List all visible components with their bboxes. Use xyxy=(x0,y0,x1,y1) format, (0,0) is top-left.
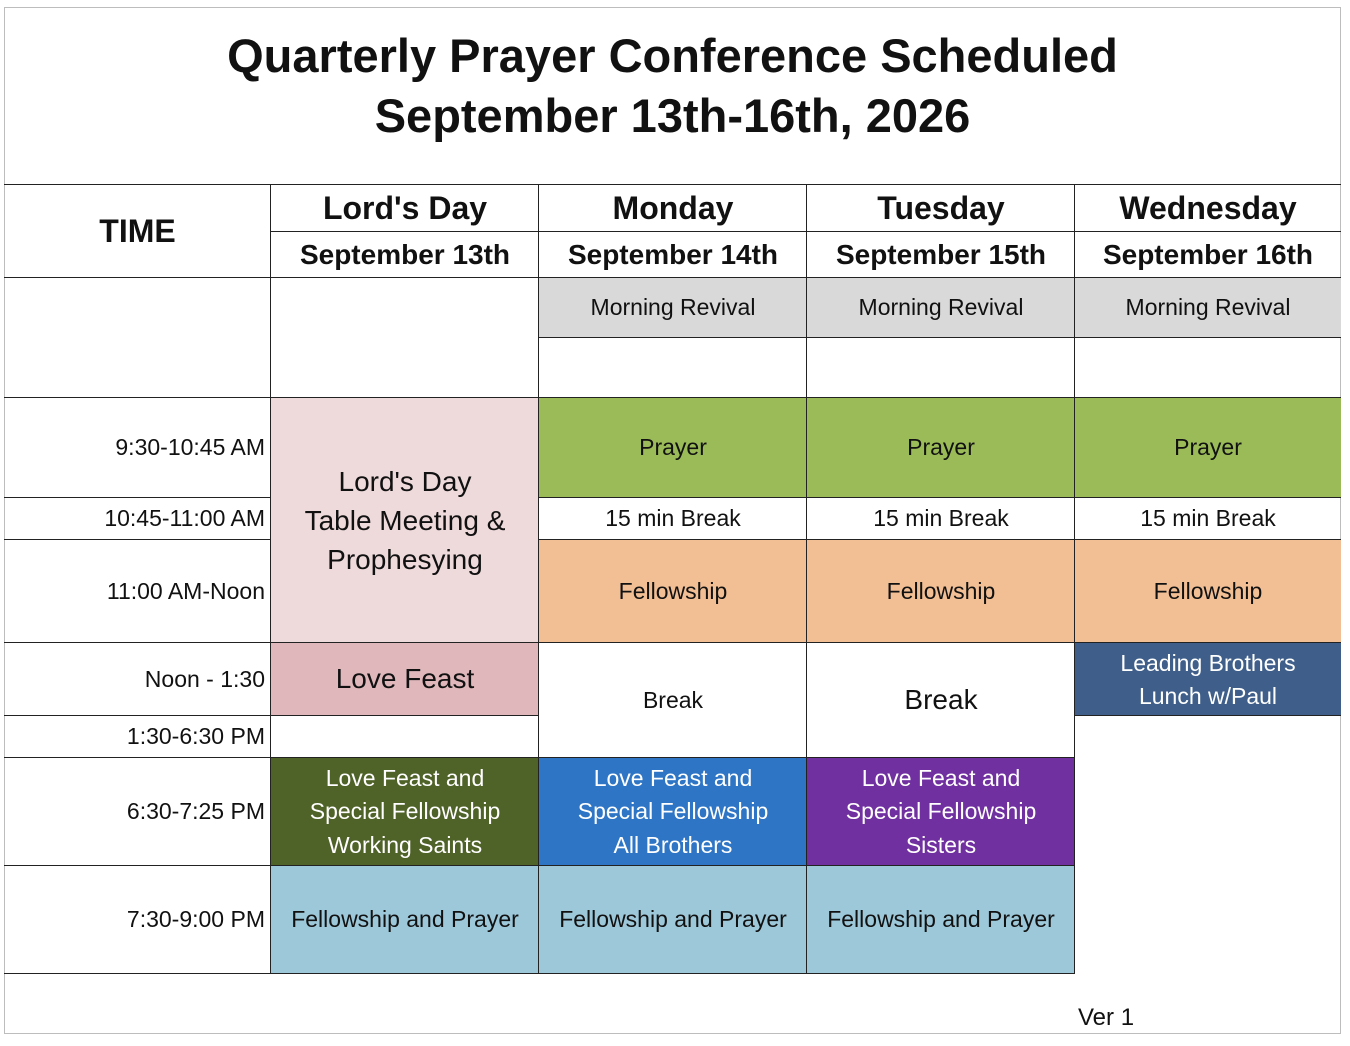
break-monday: Break xyxy=(642,686,704,713)
time-slot-1: 9:30-10:45 AM xyxy=(115,434,265,461)
break-15-wednesday: 15 min Break xyxy=(1140,505,1276,532)
version-label: Ver 1 xyxy=(1078,1004,1135,1031)
grid-line xyxy=(4,715,539,716)
fellowship-wednesday: Fellowship xyxy=(1075,540,1341,643)
special-fellowship-sisters: Love Feast and Special Fellowship Sisters xyxy=(807,758,1075,866)
time-slot-4: Noon - 1:30 xyxy=(144,665,265,692)
time-slot-3: 11:00 AM-Noon xyxy=(106,577,265,604)
day-date-monday: September 14th xyxy=(567,238,779,270)
day-name-lords-day: Lord's Day xyxy=(322,190,488,227)
prayer-tuesday: Prayer xyxy=(807,398,1075,498)
fellowship-prayer-lords-day: Fellowship and Prayer xyxy=(271,866,539,974)
prayer-wednesday: Prayer xyxy=(1075,398,1341,498)
fellowship-monday: Fellowship xyxy=(539,540,807,643)
morning-revival-tuesday: Morning Revival xyxy=(807,278,1075,338)
grid-line xyxy=(4,973,1075,974)
grid-line xyxy=(539,337,1341,338)
grid-line xyxy=(4,397,1341,398)
day-name-tuesday: Tuesday xyxy=(877,190,1005,227)
fellowship-prayer-tuesday: Fellowship and Prayer xyxy=(807,866,1075,974)
title-line-1: Quarterly Prayer Conference Scheduled xyxy=(227,29,1118,82)
special-fellowship-all-brothers: Love Feast and Special Fellowship All Brothers xyxy=(539,758,807,866)
grid-line xyxy=(539,539,1341,540)
break-tuesday: Break xyxy=(904,684,978,716)
grid-line xyxy=(4,757,1075,758)
grid-line xyxy=(4,277,1341,278)
grid-line xyxy=(1074,184,1075,974)
grid-line xyxy=(4,497,271,498)
day-name-monday: Monday xyxy=(612,190,734,227)
fellowship-tuesday: Fellowship xyxy=(807,540,1075,643)
day-date-tuesday: September 15th xyxy=(835,238,1047,270)
time-header: TIME xyxy=(99,213,176,250)
title-line-2: September 13th-16th, 2026 xyxy=(374,89,971,142)
fellowship-prayer-monday: Fellowship and Prayer xyxy=(539,866,807,974)
prayer-monday: Prayer xyxy=(539,398,807,498)
grid-line xyxy=(4,865,1075,866)
time-slot-5: 1:30-6:30 PM xyxy=(126,723,265,750)
special-fellowship-working-saints: Love Feast and Special Fellowship Working Saints xyxy=(271,758,539,866)
day-date-lords-day: September 13th xyxy=(299,238,511,270)
time-slot-7: 7:30-9:00 PM xyxy=(126,906,265,933)
break-15-monday: 15 min Break xyxy=(605,505,741,532)
time-slot-2: 10:45-11:00 AM xyxy=(104,505,265,532)
grid-line xyxy=(1075,715,1341,716)
day-date-wednesday: September 16th xyxy=(1102,238,1314,270)
leading-brothers-lunch: Leading Brothers Lunch w/Paul xyxy=(1075,643,1341,716)
grid-line xyxy=(539,497,1341,498)
grid-line xyxy=(4,642,1341,643)
morning-revival-monday: Morning Revival xyxy=(539,278,807,338)
grid-line xyxy=(538,184,539,974)
grid-line xyxy=(4,539,271,540)
time-slot-6: 6:30-7:25 PM xyxy=(126,798,265,825)
day-name-wednesday: Wednesday xyxy=(1119,190,1297,227)
grid-line xyxy=(806,184,807,974)
break-15-tuesday: 15 min Break xyxy=(873,505,1009,532)
lords-day-table-meeting: Lord's Day Table Meeting & Prophesying xyxy=(271,398,539,643)
grid-line xyxy=(270,184,271,974)
morning-revival-wednesday: Morning Revival xyxy=(1075,278,1341,338)
love-feast-lords-day: Love Feast xyxy=(271,643,539,716)
grid-line xyxy=(4,184,1341,185)
